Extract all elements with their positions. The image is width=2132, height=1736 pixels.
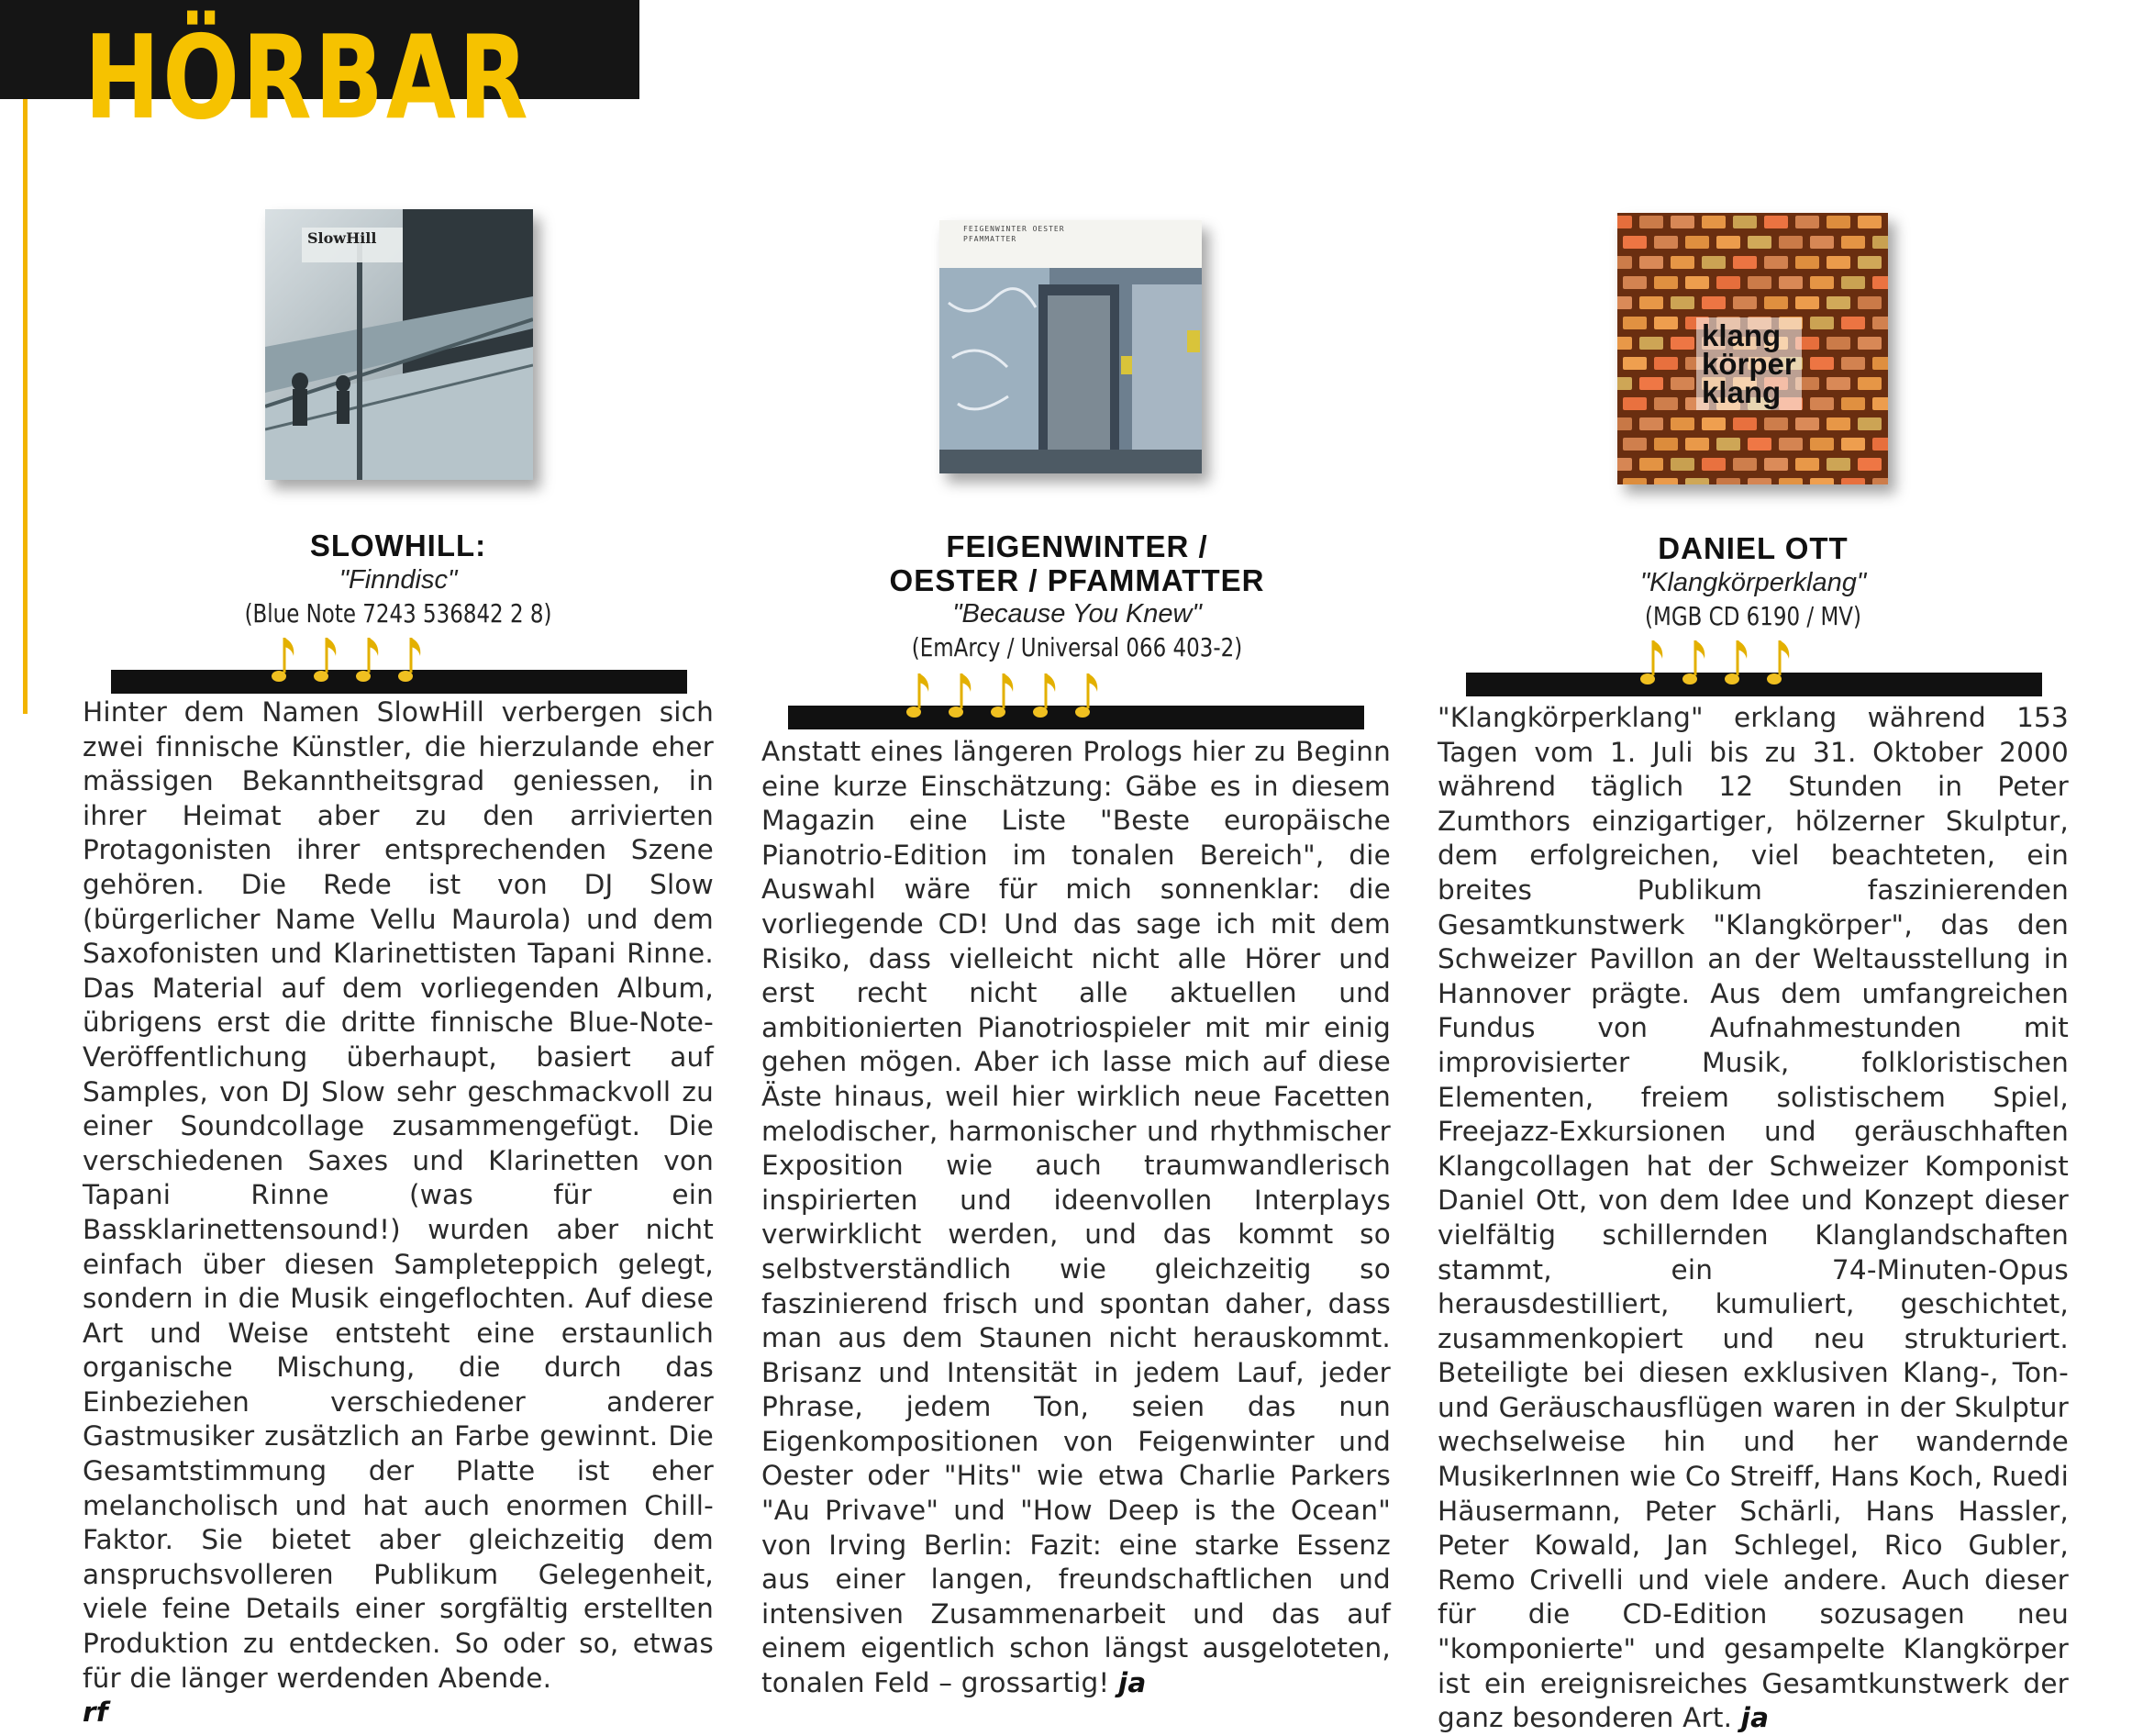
wood-slat <box>1639 337 1663 350</box>
author-signature: rf <box>83 1697 108 1729</box>
wood-slat <box>1617 216 1632 228</box>
wood-slat <box>1654 478 1678 484</box>
album-cover-feigenwinter <box>939 220 1202 473</box>
artist-name: FEIGENWINTER / <box>946 529 1208 563</box>
wood-slat <box>1654 236 1678 249</box>
wood-slat <box>1639 296 1663 309</box>
wood-slat <box>1671 216 1694 228</box>
accent-rule <box>23 99 28 714</box>
wood-slat <box>1623 478 1647 484</box>
artist-name-line2: OESTER / PFAMMATTER <box>889 563 1265 597</box>
wood-slat <box>1623 438 1647 451</box>
section-title: HÖRBAR <box>84 10 531 145</box>
wood-slat <box>1654 397 1678 410</box>
wood-slat <box>1779 438 1803 451</box>
wood-slat <box>1827 256 1850 269</box>
wood-slat <box>1671 377 1694 390</box>
music-note-icon <box>949 672 976 728</box>
album-title: "Finndisc" <box>339 565 458 595</box>
wood-slat <box>1841 317 1865 329</box>
review-body <box>1438 701 2069 1736</box>
wood-slat <box>1872 397 1888 410</box>
wood-slat <box>1623 317 1647 329</box>
wood-slat <box>1654 357 1678 370</box>
wood-slat <box>1617 417 1632 430</box>
rating-notes <box>1429 639 2005 695</box>
wood-slat <box>1779 236 1803 249</box>
wood-slat <box>1702 256 1726 269</box>
wood-slat <box>1654 438 1678 451</box>
wood-slat <box>1702 296 1726 309</box>
wood-slat <box>1617 337 1632 350</box>
wood-slat <box>1841 397 1865 410</box>
wood-slat <box>1639 417 1663 430</box>
wood-slat <box>1617 256 1632 269</box>
wood-slat <box>1685 478 1709 484</box>
wood-slat <box>1841 276 1865 289</box>
wood-slat <box>1671 458 1694 471</box>
wood-slat <box>1779 478 1803 484</box>
music-note-icon <box>906 672 934 728</box>
rating-notes <box>716 672 1293 728</box>
music-note-icon <box>1033 672 1060 728</box>
rating-bar <box>788 660 1364 729</box>
wood-slat <box>1654 317 1678 329</box>
review-slowhill <box>82 523 715 1729</box>
wood-slat <box>1685 276 1709 289</box>
wood-slat <box>1748 276 1771 289</box>
wood-slat <box>1827 417 1850 430</box>
wood-slat <box>1685 438 1709 451</box>
artist-name: DANIEL OTT <box>1658 531 1849 565</box>
wood-slat <box>1764 216 1788 228</box>
wood-slat <box>1764 417 1788 430</box>
wood-slat <box>1810 478 1834 484</box>
wood-slat <box>1639 377 1663 390</box>
wood-slat <box>1733 216 1757 228</box>
author-signature: ja <box>1740 1702 1770 1734</box>
cover-title-line: körper <box>1702 347 1796 381</box>
wood-slat <box>1779 276 1803 289</box>
wood-slat <box>1858 417 1882 430</box>
album-title: "Klangkörperklang" <box>1639 568 1867 597</box>
cover-title: FEIGENWINTER OESTER PFAMMATTER <box>963 225 1065 243</box>
wood-slat <box>1858 216 1882 228</box>
record-label: (MGB CD 6190 / MV) <box>1645 601 1861 631</box>
cover-title-line: klang <box>1702 375 1782 409</box>
music-note-icon <box>1767 639 1794 695</box>
artist-name: SLOWHILL: <box>309 529 487 562</box>
wood-slat <box>1841 438 1865 451</box>
wood-slat <box>1764 458 1788 471</box>
wood-slat <box>1827 377 1850 390</box>
wood-slat <box>1748 478 1771 484</box>
music-note-icon <box>272 636 299 692</box>
cover-title-box <box>1696 317 1802 410</box>
review-text: Anstatt eines längeren Prologs hier zu Beginn eine kurze Einschätzung: Gäbe es in diesem Magazin eine Liste "Beste europäische Pianotrio-Edition im tonalen Bereich", die Auswahl wäre für mich sonnenklar: die vorliegende CD! Und das sage ich mit dem Risiko, dass vielleicht nicht alle Hörer und erst recht nicht alle aktuellen und ambitionierten Pianotriospieler mit mir einig gehen mögen. Aber ich lasse mich auf diese Äste hinaus, weil hier wirklich neue Facetten melodischer, harmonischer und rhythmischer Exposition wie auch traumwandlerisch inspirierten und ideenvollen Interplays verwirklicht werden, und das kommt so selbstverständlich wie gleichzeitig so faszinierend frisch und spontan daher, dass man aus dem Staunen nicht herauskommt. Brisanz und Intensität in jedem Lauf, jeder Phrase, jedem Ton, seien das nun Eigenkompositionen von Feigenwinter und Oester oder "Hits" wie etwa Charlie Parkers "Au Privave" und "How Deep is the Ocean" von Irving Berlin: Fazit: eine starke Essenz aus einer langen, freundschaftlichen und intensiven Zusammenarbeit und das auf einem eigentlich schon längst ausgeloteten, tonalen Feld – grossartig! <box>761 736 1391 1699</box>
wood-slat <box>1795 216 1819 228</box>
wood-slat <box>1617 377 1632 390</box>
wood-slat <box>1639 458 1663 471</box>
wood-slat <box>1810 236 1834 249</box>
rating-bar <box>1466 627 2042 696</box>
wood-slat <box>1827 296 1850 309</box>
wood-slat <box>1733 296 1757 309</box>
wood-slat <box>1810 317 1834 329</box>
wood-slat <box>1733 256 1757 269</box>
wood-slat <box>1827 216 1850 228</box>
wood-slat <box>1872 317 1888 329</box>
music-note-icon <box>1075 672 1103 728</box>
wood-slat <box>1654 276 1678 289</box>
wood-slat <box>1671 337 1694 350</box>
wood-slat <box>1872 357 1888 370</box>
wood-slat <box>1639 216 1663 228</box>
review-text: "Klangkörperklang" erklang während 153 Tagen vom 1. Juli bis zu 31. Oktober 2000 während täglich 12 Stunden in Peter Zumthors einzigartiger, hölzerner Skulptur, dem erfolgreichen, viel beachteten, ein breites Publikum faszinierenden Gesamtkunstwerk "Klangkörper", das den Schweizer Pavillon an der Weltausstellung in Hannover prägte. Aus dem umfangreichen Fundus von Aufnahmestunden mit improvisierter Musik, folkloristischen Elementen, freiem solistischem Spiel, Freejazz-Exkursionen und geräuschhaften Klangcollagen hat der Schweizer Komponist Daniel Ott, von dem Idee und Konzept dieser vielfältig schillernden Klanglandschaften stammt, ein 74-Minuten-Opus herausdestilliert, kumuliert, geschichtet, zusammenkopiert und neu strukturiert. Beteiligte bei diesen exklusiven Klang-, Ton- und Geräuschausflügen waren in der Skulptur wechselweise hin und her wandernde MusikerInnen wie Co Streiff, Hans Koch, Ruedi Häusermann, Peter Schärli, Hans Hassler, Peter Kowald, Jan Schlegel, Rico Gubler, Remo Crivelli und viele andere. Auch dieser für die CD-Edition sozusagen neu "komponierte" und gesampelte Klangkörper ist ein ereignisreiches Gesamtkunstwerk der ganz besonderen Art. <box>1438 702 2069 1734</box>
wood-slat <box>1702 417 1726 430</box>
wood-slat <box>1716 236 1740 249</box>
wood-slat <box>1872 276 1888 289</box>
wood-slat <box>1858 377 1882 390</box>
wood-slat <box>1702 458 1726 471</box>
music-note-icon <box>1640 639 1668 695</box>
wood-slat <box>1764 296 1788 309</box>
wood-slat <box>1841 357 1865 370</box>
wood-slat <box>1639 256 1663 269</box>
music-note-icon <box>1725 639 1752 695</box>
rating-bar <box>111 624 687 694</box>
wood-slat <box>1733 458 1757 471</box>
wood-slat <box>1623 236 1647 249</box>
wood-slat <box>1748 236 1771 249</box>
record-label: (Blue Note 7243 536842 2 8) <box>244 598 552 629</box>
wood-slat <box>1841 236 1865 249</box>
wood-slat <box>1795 296 1819 309</box>
wood-slat <box>1858 256 1882 269</box>
album-cover-klangkoerperklang <box>1617 213 1888 484</box>
wood-slat <box>1623 276 1647 289</box>
music-note-icon <box>314 636 341 692</box>
wood-slat <box>1810 438 1834 451</box>
wood-slat <box>1810 276 1834 289</box>
wood-slat <box>1716 276 1740 289</box>
wood-slat <box>1702 216 1726 228</box>
review-body <box>83 696 714 1730</box>
review-feigenwinter <box>761 526 1394 1699</box>
rating-notes <box>61 636 637 692</box>
wood-slat <box>1623 397 1647 410</box>
wood-slat <box>1716 478 1740 484</box>
wood-slat <box>1810 357 1834 370</box>
record-label: (EmArcy / Universal 066 403-2) <box>911 632 1243 662</box>
wood-slat <box>1733 417 1757 430</box>
review-body <box>761 735 1391 1701</box>
wood-slat <box>1617 458 1632 471</box>
music-note-icon <box>991 672 1018 728</box>
wood-slat <box>1841 478 1865 484</box>
music-note-icon <box>356 636 383 692</box>
wood-slat <box>1685 236 1709 249</box>
wood-slat <box>1872 438 1888 451</box>
wood-slat <box>1872 478 1888 484</box>
review-text: Hinter dem Namen SlowHill verbergen sich zwei finnische Künstler, die hierzulande eher mässigen Bekanntheitsgrad geniessen, in ihrer Heimat aber zu den arrivierten Protagonisten ihrer entsprechenden Szene gehören. Die Rede ist von DJ Slow (bürgerlicher Name Vellu Maurola) und dem Saxofonisten und Klarinettisten Tapani Rinne. Das Material auf dem vorliegenden Album, übrigens erst die dritte finnische Blue-Note-Veröffentlichung überhaupt, basiert auf Samples, von DJ Slow sehr geschmackvoll zu einer Soundcollage zusammengefügt. Die verschiedenen Saxes und Klarinetten von Tapani Rinne (was für ein Bassklarinettensound!) wurden aber nicht einfach über diesen Sampleteppich gelegt, sondern in die Musik eingeflochten. Auf diese Art und Weise entsteht eine erstaunlich organische Mischung, die durch das Einbeziehen verschiedener anderer Gastmusiker zusätzlich an Farbe gewinnt. Die Gesamtstimmung der Platte ist eher melancholisch und hat auch enormen Chill-Faktor. Sie bietet aber gleichzeitig dem anspruchsvolleren Publikum Gelegenheit, viele feine Details einer sorgfältig erstellten Produktion zu entdecken. So oder so, etwas für die länger werdenden Abende. <box>83 696 714 1694</box>
music-note-icon <box>1682 639 1710 695</box>
music-note-icon <box>398 636 426 692</box>
wood-slat <box>1858 458 1882 471</box>
wood-slat <box>1827 337 1850 350</box>
wood-slat <box>1858 296 1882 309</box>
wood-slat <box>1623 357 1647 370</box>
wood-slat <box>1671 296 1694 309</box>
wood-slat <box>1810 397 1834 410</box>
author-signature: ja <box>1118 1667 1147 1699</box>
wood-slat <box>1764 256 1788 269</box>
cover-title: SlowHill <box>307 229 377 247</box>
wood-slat <box>1858 337 1882 350</box>
album-title: "Because You Knew" <box>952 599 1202 629</box>
wood-slat <box>1795 417 1819 430</box>
wood-slat <box>1617 296 1632 309</box>
album-cover-slowhill <box>265 209 533 480</box>
cover-title-line: klang <box>1702 318 1782 352</box>
wood-slat <box>1716 438 1740 451</box>
review-daniel-ott <box>1437 526 2070 1734</box>
wood-slat <box>1827 458 1850 471</box>
wood-slat <box>1748 438 1771 451</box>
wood-slat <box>1795 458 1819 471</box>
wood-slat <box>1795 256 1819 269</box>
wood-slat <box>1671 256 1694 269</box>
wood-slat <box>1872 236 1888 249</box>
wood-slat <box>1671 417 1694 430</box>
